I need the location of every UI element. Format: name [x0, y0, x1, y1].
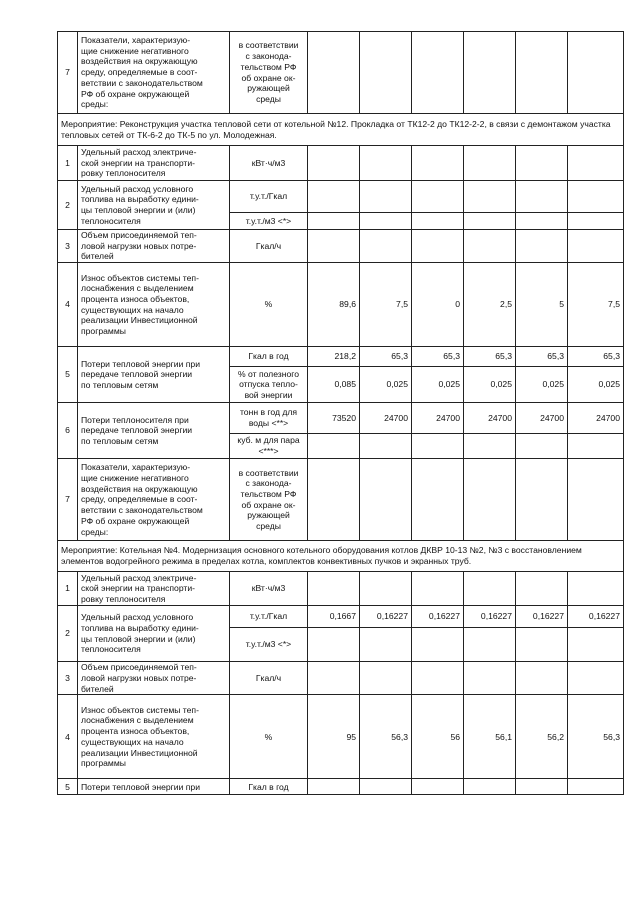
value-cell: 56,1 — [464, 695, 516, 779]
value-cell: 56 — [412, 695, 464, 779]
value-cell: 0,16227 — [568, 606, 624, 628]
value-cell — [360, 628, 412, 662]
indicator-name: Объем присоединяемой теп- ловой нагрузки новых потре- бителей — [78, 230, 230, 263]
value-cell: 65,3 — [516, 347, 568, 367]
table-row — [58, 347, 624, 367]
value-cell: 56,2 — [516, 695, 568, 779]
value-cell: 65,3 — [360, 347, 412, 367]
indicator-name: Удельный расход условного топлива на выработку едини- цы тепловой энергии и (или) теплоносителя — [78, 606, 230, 662]
value-cell: 24700 — [412, 403, 464, 434]
value-cell: 0 — [412, 263, 464, 347]
value-cell — [308, 146, 360, 181]
value-cell: 0,16227 — [360, 606, 412, 628]
unit-cell: т.у.т./м3 <*> — [230, 628, 308, 662]
value-cell — [568, 572, 624, 606]
indicator-name: Износ объектов системы теп- лоснабжения с выделением процента износа объектов, существующих на начало реализации Инвестиционной программы — [78, 263, 230, 347]
value-cell: 2,5 — [464, 263, 516, 347]
value-cell — [568, 779, 624, 795]
value-cell: 0,025 — [516, 367, 568, 403]
value-cell: 24700 — [360, 403, 412, 434]
indicator-name: Удельный расход электриче- ской энергии на транспорти- ровку теплоносителя — [78, 146, 230, 181]
unit-cell: кВт·ч/м3 — [230, 146, 308, 181]
value-cell — [308, 181, 360, 213]
value-cell: 5 — [516, 263, 568, 347]
value-cell — [412, 628, 464, 662]
value-cell: 89,6 — [308, 263, 360, 347]
table-row — [58, 230, 624, 263]
unit-cell: Гкал/ч — [230, 230, 308, 263]
value-cell — [412, 146, 464, 181]
value-cell — [516, 146, 568, 181]
value-cell — [412, 459, 464, 541]
indicator-name: Потери тепловой энергии при — [78, 779, 230, 795]
value-cell: 218,2 — [308, 347, 360, 367]
indicator-name: Объем присоединяемой теп- ловой нагрузки новых потре- бителей — [78, 662, 230, 695]
event-description: Мероприятие: Реконструкция участка тепловой сети от котельной №12. Прокладка от ТК12-2 до ТК12-2-2, в связи с демонтажом участка тепловых сетей от ТК-6-2 до ТК-5 по ул. Молодежная. — [58, 114, 624, 146]
table-row — [58, 263, 624, 347]
event-description: Мероприятие: Котельная №4. Модернизация основного котельного оборудования котлов ДКВР 10-13 №2, №3 с восстановлением элементов водогрейного режима в пределах котла, комплектов конвективных пучков и экранных труб. — [58, 541, 624, 572]
event-row — [58, 114, 624, 146]
value-cell — [308, 662, 360, 695]
value-cell — [308, 572, 360, 606]
value-cell: 0,16227 — [412, 606, 464, 628]
unit-cell: тонн в год для воды <**> — [230, 403, 308, 434]
value-cell — [308, 459, 360, 541]
value-cell: 65,3 — [464, 347, 516, 367]
value-cell — [568, 146, 624, 181]
table-body — [58, 32, 624, 795]
indicator-name: Показатели, характеризую- щие снижение негативного воздействия на окружающую среду, определяемые в соот- ветствии с законодательством РФ об охране окружающей среды: — [78, 459, 230, 541]
value-cell — [464, 434, 516, 459]
row-number: 4 — [58, 263, 78, 347]
value-cell — [412, 572, 464, 606]
unit-cell: Гкал/ч — [230, 662, 308, 695]
indicator-name: Потери теплоносителя при передаче тепловой энергии по тепловым сетям — [78, 403, 230, 459]
value-cell — [412, 434, 464, 459]
value-cell: 0,025 — [412, 367, 464, 403]
unit-cell: т.у.т./Гкал — [230, 606, 308, 628]
value-cell — [568, 181, 624, 213]
value-cell — [464, 213, 516, 230]
value-cell — [464, 459, 516, 541]
unit-cell: % — [230, 695, 308, 779]
indicator-name: Показатели, характеризую- щие снижение негативного воздействия на окружающую среду, определяемые в соот- ветствии с законодательством РФ об охране окружающей среды: — [78, 32, 230, 114]
value-cell — [464, 628, 516, 662]
unit-cell: куб. м для пара <***> — [230, 434, 308, 459]
value-cell — [568, 213, 624, 230]
value-cell — [360, 181, 412, 213]
row-number: 4 — [58, 695, 78, 779]
table-row — [58, 181, 624, 213]
value-cell — [516, 779, 568, 795]
value-cell — [412, 230, 464, 263]
value-cell — [464, 32, 516, 114]
value-cell — [568, 628, 624, 662]
row-number: 6 — [58, 403, 78, 459]
value-cell — [308, 434, 360, 459]
value-cell — [464, 230, 516, 263]
value-cell: 56,3 — [360, 695, 412, 779]
event-row — [58, 541, 624, 572]
value-cell — [360, 230, 412, 263]
value-cell — [568, 230, 624, 263]
value-cell: 0,085 — [308, 367, 360, 403]
unit-cell: т.у.т./м3 <*> — [230, 213, 308, 230]
value-cell — [360, 32, 412, 114]
value-cell — [360, 146, 412, 181]
value-cell: 0,16227 — [464, 606, 516, 628]
value-cell: 56,3 — [568, 695, 624, 779]
row-number: 5 — [58, 779, 78, 795]
value-cell — [516, 230, 568, 263]
value-cell — [412, 779, 464, 795]
value-cell: 0,025 — [360, 367, 412, 403]
value-cell — [568, 662, 624, 695]
value-cell: 0,16227 — [516, 606, 568, 628]
indicators-table — [57, 31, 624, 795]
row-number: 1 — [58, 572, 78, 606]
value-cell — [568, 32, 624, 114]
value-cell — [464, 572, 516, 606]
unit-cell: т.у.т./Гкал — [230, 181, 308, 213]
value-cell — [516, 459, 568, 541]
row-number: 2 — [58, 606, 78, 662]
value-cell: 0,025 — [568, 367, 624, 403]
value-cell: 95 — [308, 695, 360, 779]
value-cell — [516, 628, 568, 662]
value-cell — [412, 32, 464, 114]
value-cell — [360, 779, 412, 795]
row-number: 2 — [58, 181, 78, 230]
value-cell: 7,5 — [360, 263, 412, 347]
value-cell: 65,3 — [568, 347, 624, 367]
unit-cell: кВт·ч/м3 — [230, 572, 308, 606]
indicator-name: Удельный расход условного топлива на выработку едини- цы тепловой энергии и (или) теплоносителя — [78, 181, 230, 230]
value-cell — [412, 213, 464, 230]
value-cell — [516, 213, 568, 230]
value-cell — [464, 662, 516, 695]
value-cell: 7,5 — [568, 263, 624, 347]
value-cell: 65,3 — [412, 347, 464, 367]
row-number: 5 — [58, 347, 78, 403]
table-row — [58, 572, 624, 606]
value-cell — [516, 181, 568, 213]
row-number: 7 — [58, 459, 78, 541]
table-row — [58, 695, 624, 779]
value-cell — [464, 146, 516, 181]
value-cell — [308, 32, 360, 114]
value-cell — [464, 181, 516, 213]
value-cell — [412, 662, 464, 695]
value-cell: 0,025 — [464, 367, 516, 403]
unit-cell: в соответствии с законода- тельством РФ об охране ок- ружающей среды — [230, 459, 308, 541]
value-cell — [308, 628, 360, 662]
row-number: 7 — [58, 32, 78, 114]
indicator-name: Удельный расход электриче- ской энергии на транспорти- ровку теплоносителя — [78, 572, 230, 606]
value-cell — [516, 662, 568, 695]
value-cell — [516, 32, 568, 114]
value-cell — [308, 779, 360, 795]
table-row — [58, 146, 624, 181]
value-cell — [360, 459, 412, 541]
value-cell — [568, 459, 624, 541]
value-cell — [412, 181, 464, 213]
value-cell — [360, 213, 412, 230]
table-row — [58, 403, 624, 434]
table-row — [58, 662, 624, 695]
value-cell: 24700 — [568, 403, 624, 434]
unit-cell: в соответствии с законода- тельством РФ об охране ок- ружающей среды — [230, 32, 308, 114]
table-row — [58, 459, 624, 541]
row-number: 3 — [58, 662, 78, 695]
unit-cell: Гкал в год — [230, 779, 308, 795]
value-cell: 24700 — [464, 403, 516, 434]
indicator-name: Потери тепловой энергии при передаче тепловой энергии по тепловым сетям — [78, 347, 230, 403]
value-cell — [464, 779, 516, 795]
value-cell — [308, 230, 360, 263]
unit-cell: % от полезного отпуска тепло- вой энергии — [230, 367, 308, 403]
value-cell — [516, 434, 568, 459]
value-cell — [360, 572, 412, 606]
value-cell — [308, 213, 360, 230]
value-cell: 24700 — [516, 403, 568, 434]
table-row — [58, 779, 624, 795]
table-row — [58, 606, 624, 628]
unit-cell: % — [230, 263, 308, 347]
table-row — [58, 32, 624, 114]
indicator-name: Износ объектов системы теп- лоснабжения с выделением процента износа объектов, существующих на начало реализации Инвестиционной программы — [78, 695, 230, 779]
value-cell — [360, 662, 412, 695]
row-number: 1 — [58, 146, 78, 181]
value-cell — [568, 434, 624, 459]
row-number: 3 — [58, 230, 78, 263]
value-cell: 73520 — [308, 403, 360, 434]
unit-cell: Гкал в год — [230, 347, 308, 367]
value-cell — [516, 572, 568, 606]
value-cell — [360, 434, 412, 459]
value-cell: 0,1667 — [308, 606, 360, 628]
